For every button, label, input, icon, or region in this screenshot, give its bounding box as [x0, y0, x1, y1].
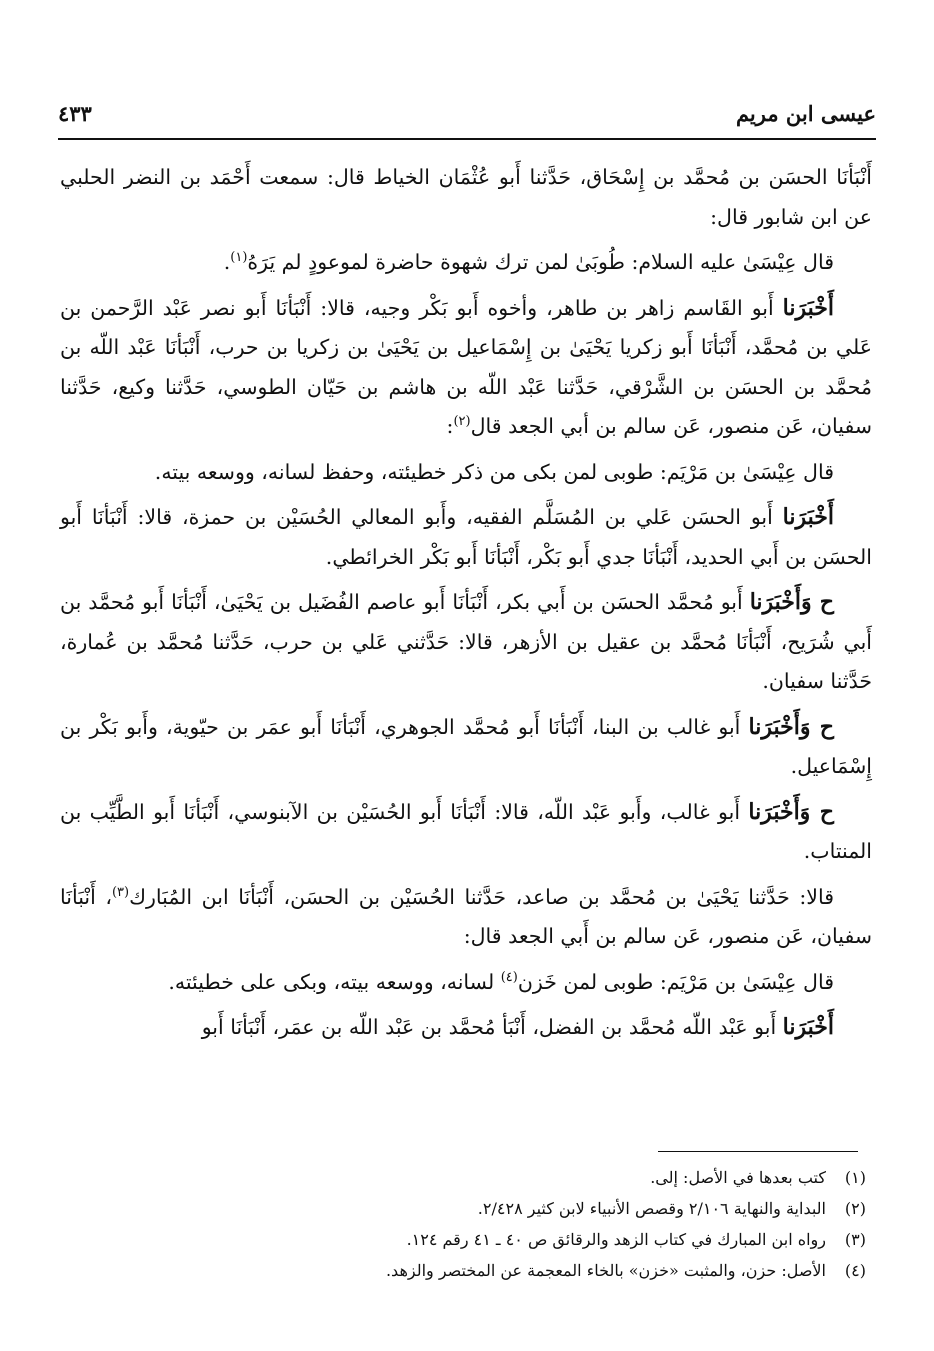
paragraph-text: قال عِيْسَىٰ عليه السلام: طُوبَىٰ لمن ترك شهوة حاضرة لموعودٍ لم يَرَهُ [247, 250, 834, 274]
footnote [60, 1162, 866, 1193]
main-text [60, 158, 872, 1054]
footnote-text: كتب بعدها في الأصل: إلى. [650, 1168, 826, 1187]
footnote-marker: (٤) [500, 969, 518, 985]
paragraph [60, 1008, 872, 1048]
page-number: ٤٣٣ [58, 100, 92, 126]
lead-phrase: أَخْبَرَنا [782, 504, 834, 530]
paragraph [60, 793, 872, 872]
paragraph-text: أَبو غالب، وأَبو عَبْد اللّه، قالا: أَنْبَأنَا أَبو الحُسَيْن بن الآبنوسي، أَنْبَأنَا أَبو الطَّيِّب بن المنتاب. [60, 799, 872, 863]
footnote [60, 1224, 866, 1255]
lead-phrase: أَخْبَرَنا [782, 294, 834, 321]
footnote-text: البداية والنهاية ٢/١٠٦ وقصص الأنبياء لابن كثير ٢/٤٢٨. [477, 1199, 826, 1218]
paragraph-text: قالا: حَدَّثنا يَحْيَىٰ بن مُحمَّد بن صاعد، حَدَّثنا الحُسَيْن بن الحسَن، أَنْبَأنَا ابن المُبَارك [129, 884, 834, 909]
paragraph-text: أَبو عَبْد اللّه مُحمَّد بن الفضل، أَنْبَأ مُحمَّد بن عَبْد اللّه بن عمَر، أَنْبَأنَا أَبو [201, 1015, 783, 1039]
paragraph-text: قال عِيْسَىٰ بن مَرْيَم: طوبى لمن خَزن [517, 969, 834, 994]
lead-phrase: أَخْبَرَنا [782, 1014, 834, 1040]
paragraph-tail: : [446, 414, 454, 438]
paragraph [60, 583, 872, 702]
paragraph-tail: لسانه، ووسعه بيته، وبكى على خطيئته. [168, 969, 501, 994]
chapter-title: عيسى ابن مريم [735, 100, 876, 126]
header-rule [58, 138, 876, 140]
footnote-number: (١) [844, 1168, 866, 1187]
paragraph [60, 453, 872, 493]
footnote-marker: (٢) [453, 414, 471, 430]
paragraph-tail: ، أَنْبَأنَا سفيان، عَن منصور، عَن سالم بن أَبي الجعد قال: [60, 884, 872, 948]
running-header [58, 96, 876, 130]
paragraph-text: أَنْبَأنَا الحسَن بن مُحمَّد بن إِسْحَاق، حَدَّثنا أَبو عُثْمَان الخياط قال: سمعت أَحْمَد بن النضر الحلبي عن ابن شابور قال: [60, 165, 872, 229]
paragraph [60, 708, 872, 787]
paragraph-text: أَبو القَاسم زاهر بن طاهر، وأخوه أَبو بَكْر وجيه، قالا: أَنْبَأنَا أَبو نصر عَبْد الرَّحمن بن عَلي بن مُحمَّد، أَنْبَأنَا أَبو زكريا يَحْيَىٰ بن إِسْمَاعيل بن يَحْيَىٰ بن زكريا بن حرب، أَنْبَأنَا عَبْد اللّه بن مُحمَّد بن الحسَن بن الشَّرْقي، حَدَّثنا عَبْد اللّه بن هاشم بن حَيّان الطوسي، حَدَّثنا وكيع، حَدَّثنا سفيان، عَن منصور، عَن سالم بن أبي الجعد قال [60, 295, 872, 438]
paragraph [60, 243, 872, 283]
paragraph [60, 289, 872, 447]
footnote-text: الأصل: حزن، والمثبت «خزن» بالخاء المعجمة عن المختصر والزهد. [385, 1261, 826, 1280]
paragraph-text: أَبو غالب بن البنا، أَنْبَأنَا أَبو مُحمَّد الجوهري، أَنْبَأنَا أَبو عمَر بن حيّوية، وأَبو بَكْر بن إِسْمَاعيل. [60, 714, 872, 778]
paragraph [60, 498, 872, 577]
paragraph [60, 963, 872, 1003]
lead-phrase: ح وَأَخْبَرَنا [749, 589, 834, 615]
paragraph-text: قال عِيْسَىٰ بن مَرْيَم: طوبى لمن بكى من ذكر خطيئته، وحفظ لسانه، ووسعه بيته. [154, 459, 834, 484]
paragraph-text: أَبو الحسَن عَلي بن المُسَلَّم الفقيه، وأَبو المعالي الحُسَيْن بن حمزة، قالا: أَنْبَأنَا أَبو الحسَن بن أَبي الحديد، أَنْبَأنَا جدي أَبو بَكْر، أَنْبَأنَا أَبو بَكْر الخرائطي. [60, 505, 872, 569]
lead-phrase: ح وَأَخْبَرَنا [748, 713, 834, 740]
footnote-text: رواه ابن المبارك في كتاب الزهد والرقائق ص ٤٠ ـ ٤١ رقم ١٢٤. [406, 1230, 826, 1249]
footnote [60, 1255, 866, 1286]
lead-phrase: ح وَأَخْبَرَنا [748, 798, 834, 825]
footnote-marker: (١) [230, 250, 248, 266]
paragraph [60, 158, 872, 237]
footnote-number: (٢) [844, 1199, 866, 1218]
footnotes [60, 1162, 866, 1286]
footnote [60, 1193, 866, 1224]
paragraph-text: أَبو مُحمَّد الحسَن بن أَبي بكر، أَنْبَأنَا أَبو عاصم الفُضَيل بن يَحْيَىٰ، أَنْبَأنَا أَبو مُحمَّد بن أَبي شُرَيح، أَنْبَأنَا مُحمَّد بن عقيل بن الأزهر، قالا: حَدَّثني عَلي بن حرب، حَدَّثنا مُحمَّد بن عُمارة، حَدَّثنا سفيان. [60, 590, 872, 693]
footnote-number: (٤) [844, 1261, 866, 1280]
paragraph-tail: . [223, 250, 231, 274]
paragraph [60, 878, 872, 957]
footnote-marker: (٣) [111, 884, 130, 900]
footnote-separator [658, 1151, 858, 1152]
footnote-number: (٣) [844, 1230, 866, 1249]
